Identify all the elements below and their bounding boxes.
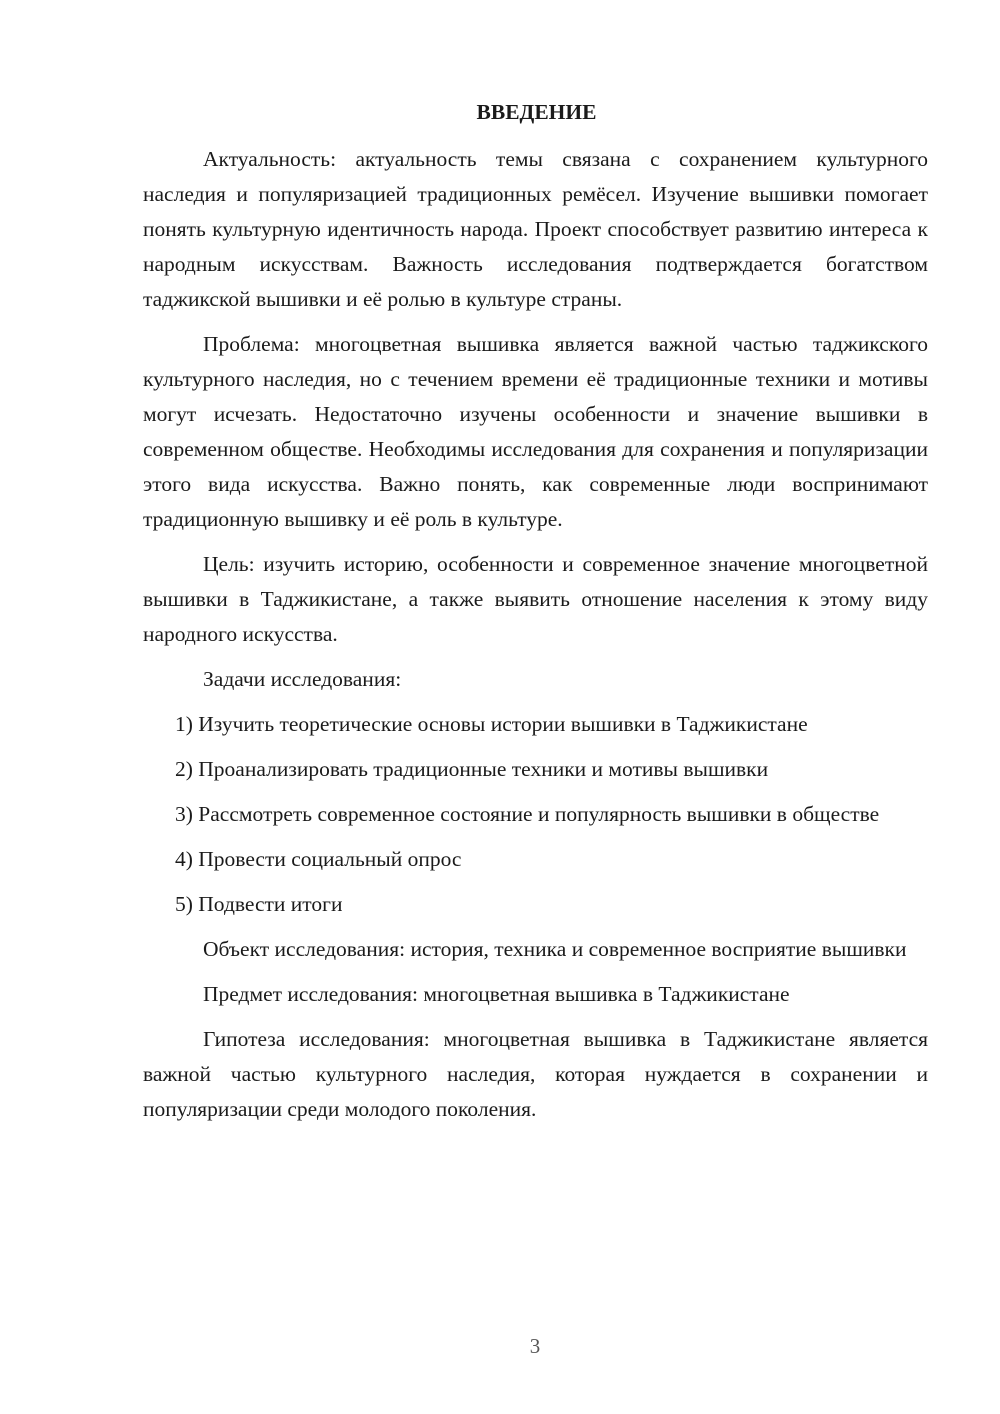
task-item-3: 3) Рассмотреть современное состояние и популярность вышивки в обществе <box>175 802 880 826</box>
paragraph-problem: Проблема: многоцветная вышивка является важной частью таджикского культурного наследия, но с течением времени её традиционные техники и мотивы могут исчезать. Недостаточно изучены особенности и значение вышивки в современном обществе. Необходимы исследования для сохранения и популяризации этого вида искусства. Важно понять, как современные люди воспринимают традиционную вышивку и её роль в культуре. <box>143 332 928 531</box>
paragraph-subject: Предмет исследования: многоцветная вышивка в Таджикистане <box>203 982 790 1006</box>
task-item-2: 2) Проанализировать традиционные техники и мотивы вышивки <box>175 757 769 781</box>
paragraph-object: Объект исследования: история, техника и современное восприятие вышивки <box>203 937 907 961</box>
task-item-1: 1) Изучить теоретические основы истории вышивки в Таджикистане <box>175 712 808 736</box>
task-item-5: 5) Подвести итоги <box>175 892 343 916</box>
paragraph-relevance: Актуальность: актуальность темы связана с сохранением культурного наследия и популяризацией традиционных ремёсел. Изучение вышивки помогает понять культурную идентичность народа. Проект способствует развитию интереса к народным искусствам. Важность исследования подтверждается богатством таджикской вышивки и её ролью в культуре страны. <box>143 147 928 311</box>
paragraph-hypothesis: Гипотеза исследования: многоцветная вышивка в Таджикистане является важной частью культурного наследия, которая нуждается в сохранении и популяризации среди молодого поколения. <box>143 1027 928 1121</box>
task-item-4: 4) Провести социальный опрос <box>175 847 462 871</box>
document-body <box>143 95 928 1137</box>
tasks-heading: Задачи исследования: <box>203 667 402 691</box>
page-number: 3 <box>529 1334 541 1358</box>
section-title: ВВЕДЕНИЕ <box>476 100 597 124</box>
paragraph-goal: Цель: изучить историю, особенности и современное значение многоцветной вышивки в Таджикистане, а также выявить отношение населения к этому виду народного искусства. <box>143 552 928 646</box>
